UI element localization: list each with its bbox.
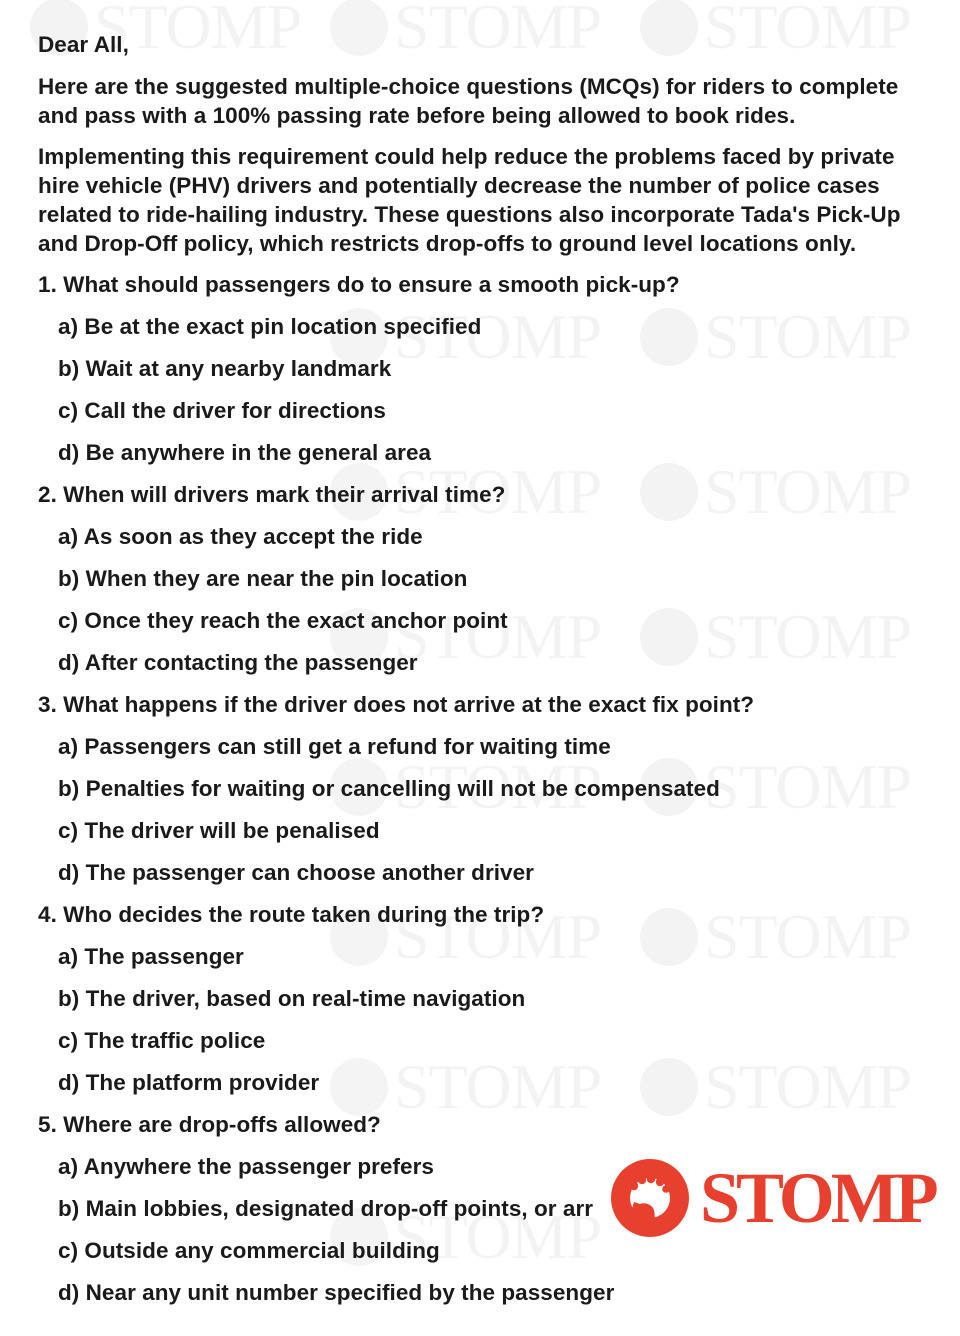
answer-option: a) Anywhere the passenger prefers bbox=[58, 1154, 434, 1179]
answer-option: b) Penalties for waiting or cancelling will not be compensated bbox=[58, 776, 720, 801]
answer-option: d) Near any unit number specified by the passenger bbox=[58, 1280, 615, 1305]
question-block bbox=[38, 270, 920, 467]
answer-option: c) Call the driver for directions bbox=[58, 398, 386, 423]
question-block bbox=[38, 480, 920, 677]
question-text: 5. Where are drop-offs allowed? bbox=[38, 1112, 381, 1137]
answer-option: a) The passenger bbox=[58, 944, 244, 969]
answer-option: b) Main lobbies, designated drop-off points, or arr bbox=[58, 1196, 594, 1221]
answer-option: b) Wait at any nearby landmark bbox=[58, 356, 392, 381]
answer-option: a) Passengers can still get a refund for waiting time bbox=[58, 734, 611, 759]
greeting: Dear All, bbox=[38, 32, 129, 57]
question-block bbox=[38, 690, 920, 887]
answer-option: c) Outside any commercial building bbox=[58, 1238, 440, 1263]
intro-paragraph: Here are the suggested multiple-choice questions (MCQs) for riders to complete and pass with a 100% passing rate before being allowed to book rides. bbox=[38, 74, 899, 128]
answer-option: d) Be anywhere in the general area bbox=[58, 440, 432, 465]
question-text: 1. What should passengers do to ensure a smooth pick-up? bbox=[38, 272, 680, 297]
answer-option: d) After contacting the passenger bbox=[58, 650, 418, 675]
answer-option: a) Be at the exact pin location specified bbox=[58, 314, 482, 339]
stomp-logo bbox=[604, 1158, 935, 1238]
question-text: 3. What happens if the driver does not arrive at the exact fix point? bbox=[38, 692, 755, 717]
question-text: 2. When will drivers mark their arrival time? bbox=[38, 482, 506, 507]
question-text: 4. Who decides the route taken during the trip? bbox=[38, 902, 545, 927]
answer-option: c) The driver will be penalised bbox=[58, 818, 380, 843]
answer-option: b) When they are near the pin location bbox=[58, 566, 468, 591]
answer-option: d) The platform provider bbox=[58, 1070, 320, 1095]
stomp-wordmark: STOMP bbox=[700, 1158, 935, 1238]
question-block bbox=[38, 900, 920, 1097]
answer-option: b) The driver, based on real-time navigation bbox=[58, 986, 526, 1011]
intro-paragraph: Implementing this requirement could help reduce the problems faced by private hire vehicle (PHV) drivers and potentially decrease the number of police cases related to ride-hailing industry. These questions also incorporate Tada's Pick-Up and Drop-Off policy, which restricts drop-offs to ground level locations only. bbox=[38, 144, 901, 256]
answer-option: c) The traffic police bbox=[58, 1028, 266, 1053]
answer-option: d) The passenger can choose another driver bbox=[58, 860, 534, 885]
answer-option: a) As soon as they accept the ride bbox=[58, 524, 423, 549]
answer-option: c) Once they reach the exact anchor point bbox=[58, 608, 508, 633]
footprint-circle-icon bbox=[604, 1158, 696, 1238]
